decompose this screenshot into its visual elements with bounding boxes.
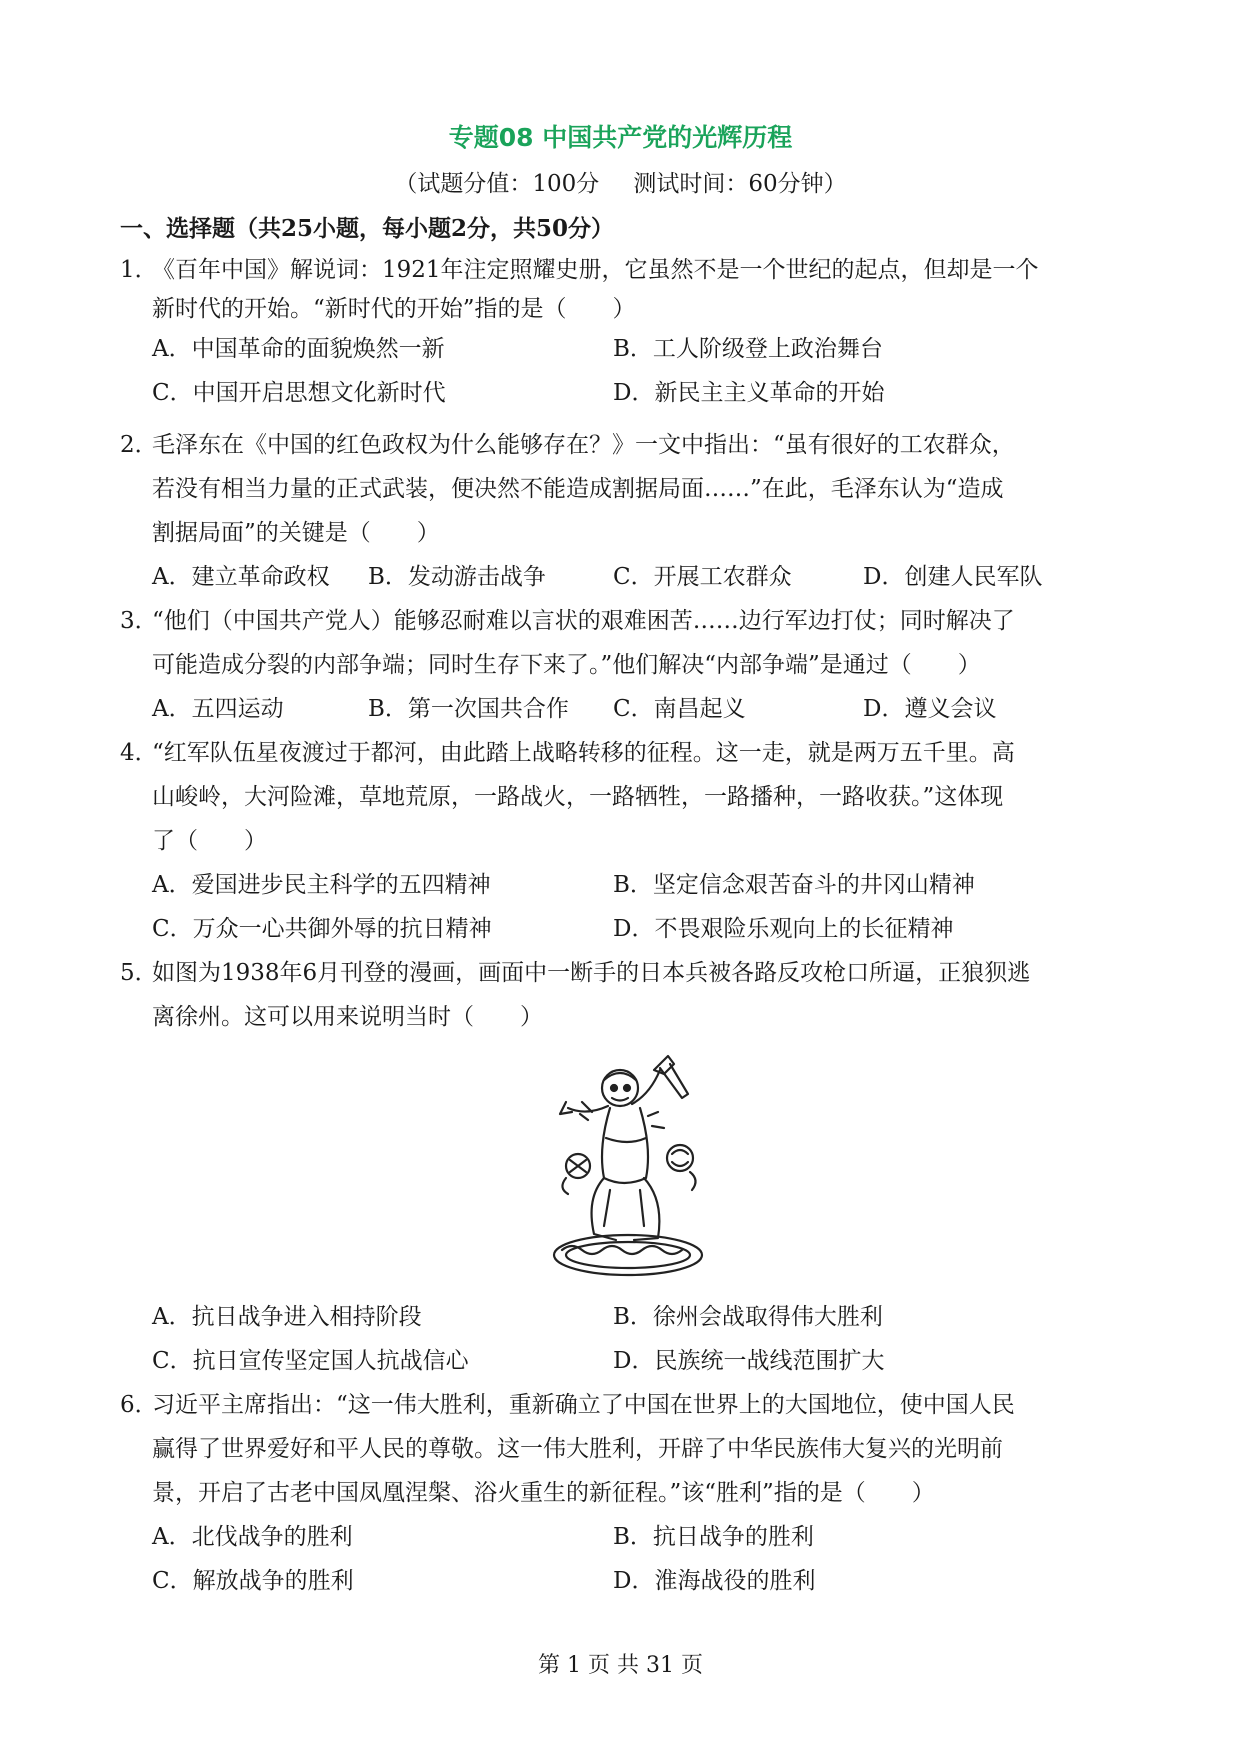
question-text-line: 如图为1938年6月刊登的漫画，画面中一断手的日本兵被各路反攻枪口所逼，正狼狈逃 [152,960,1031,986]
question-text-line: 毛泽东在《中国的红色政权为什么能够存在？》一文中指出：“虽有很好的工农群众， [152,432,1015,458]
option-a[interactable]: A．中国革命的面貌焕然一新 [152,336,445,362]
question-text-line: 可能造成分裂的内部争端；同时生存下来了。”他们解决“内部争端”是通过（ ） [152,652,981,678]
page-title: 专题08 中国共产党的光辉历程 [448,123,793,152]
option-d[interactable]: D．淮海战役的胜利 [613,1568,816,1594]
option-c[interactable]: C．开展工农群众 [613,564,792,590]
option-b[interactable]: B．徐州会战取得伟大胜利 [613,1304,883,1330]
option-d[interactable]: D．新民主主义革命的开始 [613,380,885,406]
option-a[interactable]: A．建立革命政权 [152,564,330,590]
exam-info [0,165,1241,198]
option-c[interactable]: C．解放战争的胜利 [152,1568,354,1594]
option-c[interactable]: C．南昌起义 [613,696,746,722]
cartoon-image [548,1050,708,1280]
question-text-line: 新时代的开始。“新时代的开始”指的是（ ） [152,296,636,322]
option-b[interactable]: B．第一次国共合作 [368,696,569,722]
option-a[interactable]: A．北伐战争的胜利 [152,1524,353,1550]
question-text-line: 离徐州。这可以用来说明当时（ ） [152,1004,543,1030]
time-label: 测试时间：60分钟） [633,171,847,197]
question-text-line: 景，开启了古老中国凤凰涅槃、浴火重生的新征程。”该“胜利”指的是（ ） [152,1480,935,1506]
question-text-line: 习近平主席指出：“这一伟大胜利，重新确立了中国在世界上的大国地位，使中国人民 [152,1392,1015,1418]
question-number: 2． [120,432,158,458]
question-text-line: “他们（中国共产党人）能够忍耐难以言状的艰难困苦……边行军边打仗；同时解决了 [152,608,1015,634]
option-b[interactable]: B．坚定信念艰苦奋斗的井冈山精神 [613,872,975,898]
question-text-line: 若没有相当力量的正式武装，便决然不能造成割据局面……”在此，毛泽东认为“造成 [152,476,1004,502]
question-number: 1． [120,257,158,283]
option-a[interactable]: A．抗日战争进入相持阶段 [152,1304,422,1330]
section-heading: 一、选择题（共25小题，每小题2分，共50分） [120,215,615,242]
question-number: 5． [120,960,158,986]
option-a[interactable]: A．爱国进步民主科学的五四精神 [152,872,491,898]
question-text-line: 山峻岭，大河险滩，草地荒原，一路战火，一路牺牲，一路播种，一路收获。”这体现 [152,784,1004,810]
option-d[interactable]: D．遵义会议 [863,696,997,722]
question-number: 6． [120,1392,158,1418]
option-c[interactable]: C．万众一心共御外辱的抗日精神 [152,916,492,942]
question-number: 3． [120,608,158,634]
page-footer: 第 1 页 共 31 页 [538,1653,703,1678]
option-c[interactable]: C．中国开启思想文化新时代 [152,380,446,406]
question-number: 4． [120,740,158,766]
option-c[interactable]: C．抗日宣传坚定国人抗战信心 [152,1348,469,1374]
question-text-line: “红军队伍星夜渡过于都河，由此踏上战略转移的征程。这一走，就是两万五千里。高 [152,740,1015,766]
option-d[interactable]: D．创建人民军队 [863,564,1043,590]
question-text-line: 了（ ） [152,828,267,854]
option-b[interactable]: B．工人阶级登上政治舞台 [613,336,883,362]
question-text-line: 割据局面”的关键是（ ） [152,520,440,546]
question-text-line: 《百年中国》解说词：1921年注定照耀史册，它虽然不是一个世纪的起点，但却是一个 [152,257,1039,283]
score-label: （试题分值：100分 [394,171,600,197]
question-text-line: 赢得了世界爱好和平人民的尊敬。这一伟大胜利，开辟了中华民族伟大复兴的光明前 [152,1436,1003,1462]
option-b[interactable]: B．发动游击战争 [368,564,546,590]
option-a[interactable]: A．五四运动 [152,696,284,722]
option-d[interactable]: D．民族统一战线范围扩大 [613,1348,885,1374]
option-b[interactable]: B．抗日战争的胜利 [613,1524,814,1550]
option-d[interactable]: D．不畏艰险乐观向上的长征精神 [613,916,954,942]
